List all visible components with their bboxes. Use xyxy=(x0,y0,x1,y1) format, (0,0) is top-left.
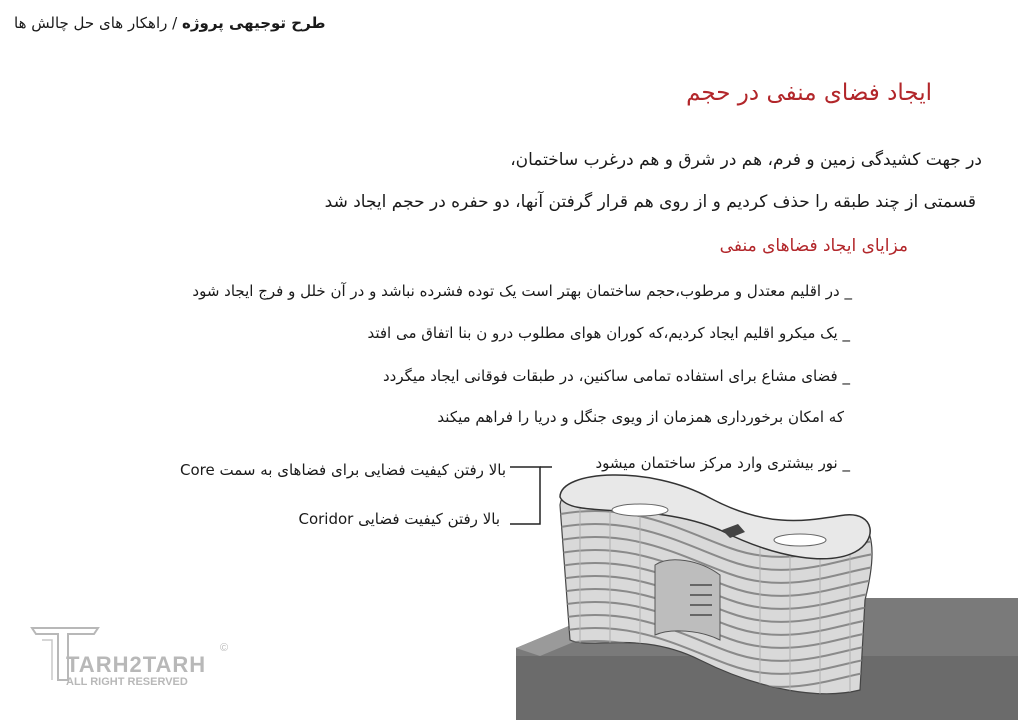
logo-text: TARH2TARH xyxy=(66,652,207,677)
annotation-corridor: بالا رفتن کیفیت فضایی Coridor xyxy=(298,510,500,528)
advantage-item-climate: _ در اقلیم معتدل و مرطوب،حجم ساختمان بهتر است یک توده فشرده نباشد و در آن خلل و فرج ایجاد شود xyxy=(192,282,852,300)
advantage-item-light: _ نور بیشتری وارد مرکز ساختمان میشود xyxy=(595,454,850,472)
page-title: ایجاد فضای منفی در حجم xyxy=(686,80,932,106)
logo xyxy=(28,624,240,694)
void-icon xyxy=(655,560,720,640)
intro-line-1: در جهت کشیدگی زمین و فرم، هم در شرق و هم درغرب ساختمان، xyxy=(510,150,982,170)
breadcrumb-separator: / xyxy=(172,14,178,32)
breadcrumb-section: راهکار های حل چالش ها xyxy=(14,14,168,32)
copyright-icon: © xyxy=(220,642,229,654)
advantage-item-view: که امکان برخورداری همزمان از ویوی جنگل و دریا را فراهم میکند xyxy=(437,408,844,426)
annotation-bracket xyxy=(510,467,552,524)
breadcrumb-page: طرح توجیهی پروژه xyxy=(182,14,326,32)
intro-line-2: قسمتی از چند طبقه را حذف کردیم و از روی هم قرار گرفتن آنها، دو حفره در حجم ایجاد شد xyxy=(324,192,976,212)
advantage-item-shared-space: _ فضای مشاع برای استفاده تمامی ساکنین، در طبقات فوقانی ایجاد میگردد xyxy=(383,367,850,385)
advantage-item-microclimate: _ یک میکرو اقلیم ایجاد کردیم،که کوران هوای مطلوب درو ن بنا اتفاق می افتد xyxy=(367,324,850,342)
annotation-core: بالا رفتن کیفیت فضایی برای فضاهای به سمت Core xyxy=(180,461,506,479)
logo-subtext: ALL RIGHT RESERVED xyxy=(66,676,188,688)
advantages-heading: مزایای ایجاد فضاهای منفی xyxy=(719,236,908,256)
